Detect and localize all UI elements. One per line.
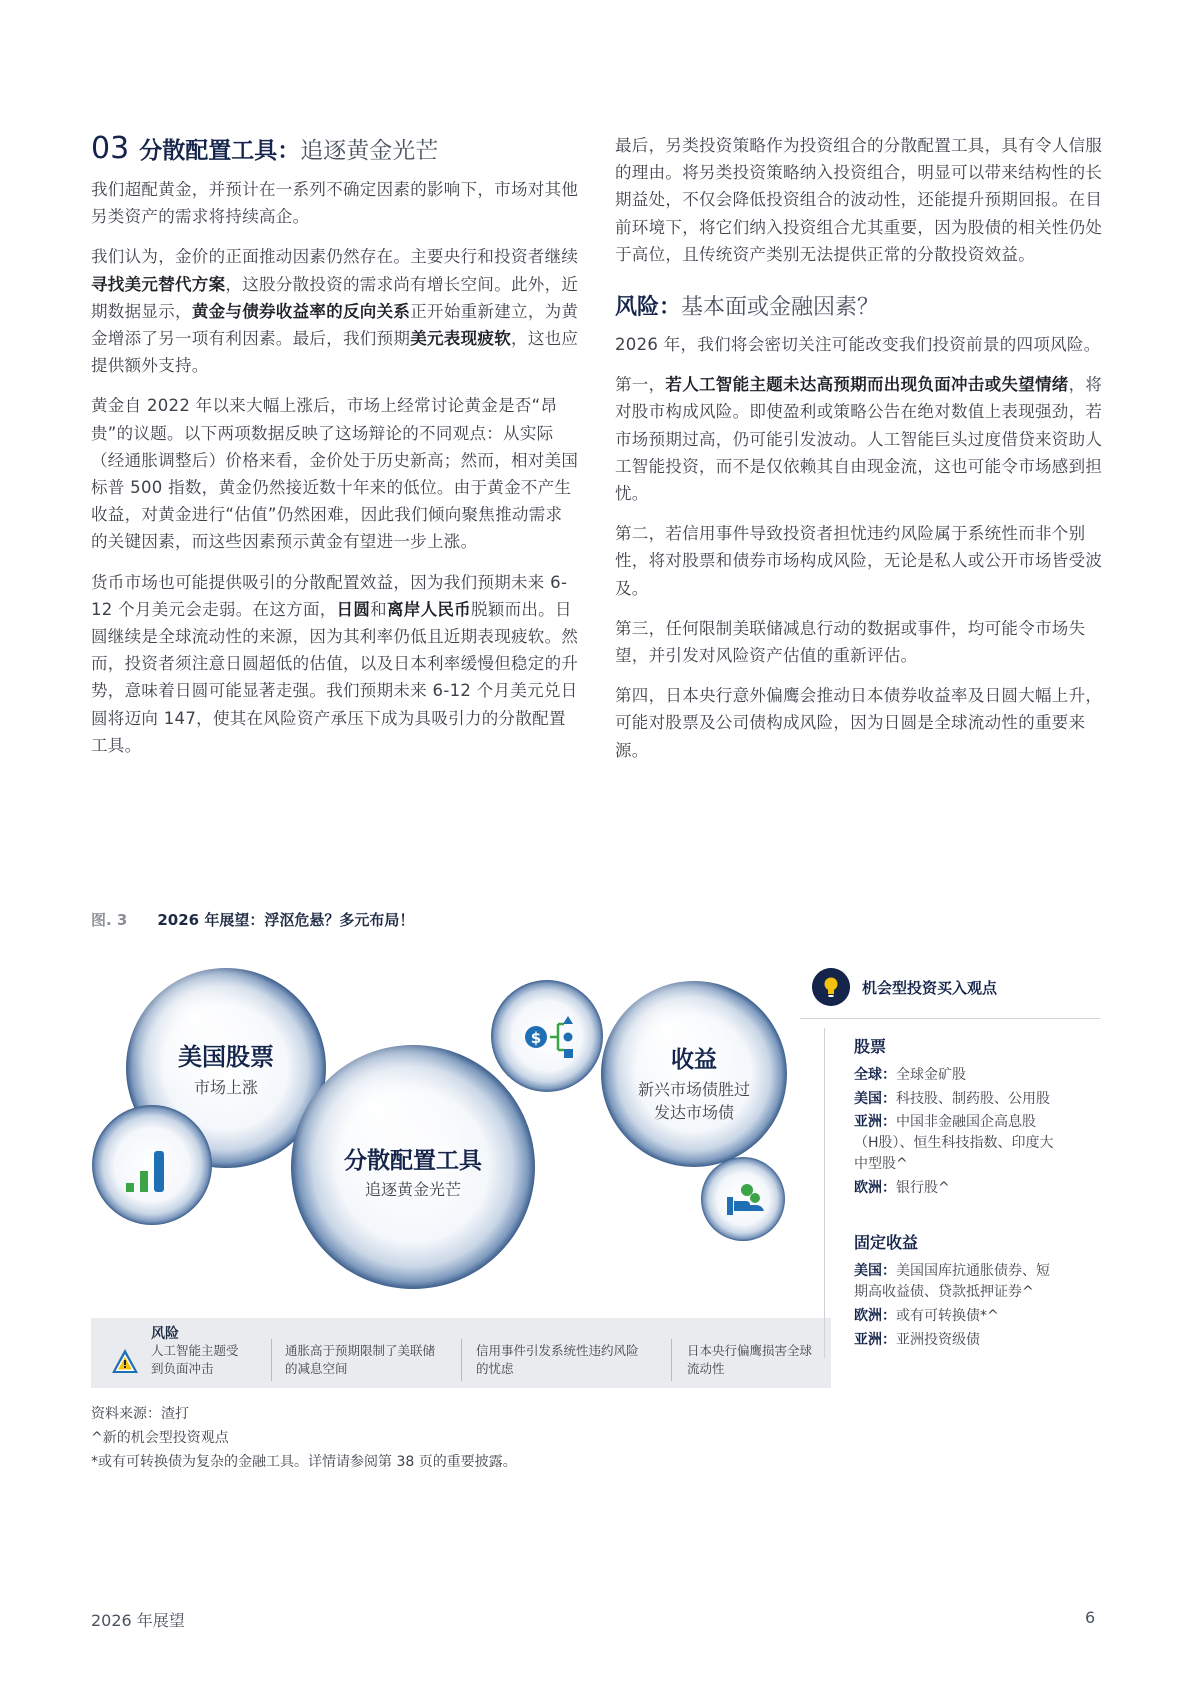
risk-item: 人工智能主题受 到负面冲击	[151, 1343, 239, 1376]
section-title-light: 追逐黄金光芒	[300, 138, 439, 164]
risk-box-heading: 风险	[151, 1326, 179, 1342]
equity-line: （H股）、恒生科技指数、印度大	[854, 1135, 1054, 1151]
fixed-income-line: 期高收益债、贷款抵押证券^	[854, 1284, 1034, 1300]
panel-divider	[800, 1018, 1100, 1019]
equity-line: 欧洲：银行股^	[854, 1180, 950, 1196]
lightbulb-icon	[812, 968, 850, 1006]
svg-text:$: $	[530, 1029, 542, 1047]
section-title-strong: 分散配置工具：	[139, 138, 301, 164]
fixed-income-line: 美国：美国国库抗通胀债券、短	[854, 1263, 1050, 1279]
risk-item: 信用事件引发系统性违约风险 的忧虑	[476, 1343, 639, 1376]
risk-box	[91, 1318, 831, 1388]
equity-line: 亚洲：中国非金融国企高息股	[854, 1114, 1036, 1130]
left-column	[91, 132, 579, 772]
figure-title	[91, 909, 414, 930]
footnote: ^新的机会型投资观点	[91, 1430, 229, 1446]
paragraph: 第三，任何限制美联储减息行动的数据或事件，均可能令市场失望，并引发对风险资产估值的重新评估。	[615, 618, 1086, 666]
figure-notes	[91, 1402, 517, 1474]
paragraph: 我们认为，金价的正面推动因素仍然存在。主要央行和投资者继续寻找美元替代方案，这股分散投资的需求尚有增长空间。此外，近期数据显示，黄金与债券收益率的反向关系正开始重新建立，为黄金增添了另一项有利因素。最后，我们预期美元表现疲软，这也应提供额外支持。	[91, 247, 579, 376]
risk-divider	[461, 1339, 462, 1381]
paragraph: 第一，若人工智能主题未达高预期而出现负面冲击或失望情绪，将对股市构成风险。即使盈利或策略公告在绝对数值上表现强劲，若市场预期过高，仍可能引发波动。人工智能巨头过度借贷来资助人工智能投资，而不是仅依赖其自由现金流，这也可能令市场感到担忧。	[615, 375, 1103, 504]
bubble-dollar-small	[491, 980, 603, 1092]
bubble-subtitle: 追逐黄金光芒	[364, 1180, 462, 1199]
bubble-title: 收益	[671, 1047, 717, 1073]
warning-icon	[110, 1346, 140, 1376]
equity-line: 中型股^	[854, 1156, 908, 1172]
bubble-title: 美国股票	[178, 1043, 274, 1071]
paragraph: 2026 年，我们将会密切关注可能改变我们投资前景的四项风险。	[615, 335, 1101, 355]
bubble-income	[601, 981, 787, 1167]
bubble-hand-small	[701, 1157, 785, 1241]
risk-item: 日本央行偏鹰损害全球 流动性	[687, 1343, 813, 1376]
equity-heading: 股票	[854, 1037, 887, 1056]
bubble-chart-small	[92, 1105, 212, 1225]
paragraph: 最后，另类投资策略作为投资组合的分散配置工具，具有令人信服的理由。将另类投资策略纳入投资组合，明显可以带来结构性的长期益处，不仅会降低投资组合的波动性，还能提升预期回报。在目前环境下，将它们纳入投资组合尤其重要，因为股债的相关性仍处于高位，且传统资产类别无法提供正常的分散投资效益。	[615, 136, 1103, 264]
footnote: *或有可转换债为复杂的金融工具。详情请参阅第 38 页的重要披露。	[91, 1454, 517, 1470]
bubble-subtitle: 市场上涨	[193, 1078, 259, 1097]
footer-title: 2026 年展望	[91, 1611, 185, 1630]
paragraph: 黄金自 2022 年以来大幅上涨后，市场上经常讨论黄金是否“昂贵”的议题。以下两项数据反映了这场辩论的不同观点：从实际（经通胀调整后）价格来看，金价处于历史新高；然而，相对美国标普 500 指数，黄金仍然接近数十年来的低位。由于黄金不产生收益，对黄金进行“估值”仍然困难，因此我们倾向聚焦推动需求的关键因素，而这些因素预示黄金有望进一步上涨。	[91, 396, 579, 552]
bubble-diversifiers	[291, 1045, 535, 1289]
bubble-title: 分散配置工具	[344, 1148, 482, 1174]
risk-divider	[671, 1339, 672, 1381]
page-number: 6	[1085, 1608, 1096, 1627]
figure-caption: 2026 年展望：浮沤危悬？多元布局！	[157, 911, 415, 929]
fixed-income-line: 亚洲：亚洲投资级债	[854, 1332, 980, 1348]
panel-title: 机会型投资买入观点	[862, 979, 998, 997]
bubble-subtitle: 新兴市场债胜过	[637, 1080, 751, 1099]
figure-label: 图. 3	[91, 911, 128, 929]
risk-item: 通胀高于预期限制了美联储 的减息空间	[285, 1343, 436, 1376]
paragraph: 第四，日本央行意外偏鹰会推动日本债券收益率及日圆大幅上升，可能对股票及公司债构成风险，因为日圆是全球流动性的重要来源。	[615, 686, 1103, 760]
fixed-income-line: 欧洲：或有可转换债*^	[854, 1308, 999, 1324]
paragraph: 第二，若信用事件导致投资者担忧违约风险属于系统性而非个别性，将对股票和债券市场构成风险，无论是私人或公开市场皆受波及。	[615, 524, 1103, 598]
bubble-illustration	[88, 950, 808, 1320]
equity-line: 美国：科技股、制药股、公用股	[854, 1091, 1050, 1107]
section-heading	[91, 132, 579, 168]
right-column	[615, 132, 1105, 777]
source-note: 资料来源：渣打	[91, 1406, 189, 1422]
bubble-subtitle: 发达市场债	[653, 1103, 735, 1122]
section-number: 03	[91, 131, 130, 166]
equity-line: 全球：全球金矿股	[854, 1067, 966, 1083]
paragraph: 我们超配黄金，并预计在一系列不确定因素的影响下，市场对其他另类资产的需求将持续高企。	[91, 180, 579, 227]
panel-vertical-line	[824, 1028, 825, 1358]
risk-heading: 风险：基本面或金融因素？	[615, 295, 880, 321]
risk-divider	[271, 1339, 272, 1381]
paragraph: 货币市场也可能提供吸引的分散配置效益，因为我们预期未来 6-12 个月美元会走弱。在这方面，日圆和离岸人民币脱颖而出。日圆继续是全球流动性的来源，因为其利率仍低且近期表现疲软。然而，投资者须注意日圆超低的估值，以及日本利率缓慢但稳定的升势，意味着日圆可能显著走强。我们预期未来 6-12 个月美元兑日圆将迈向 147，使其在风险资产承压下成为具吸引力的分散配置工具。	[91, 572, 579, 755]
fixed-income-heading: 固定收益	[854, 1233, 919, 1252]
